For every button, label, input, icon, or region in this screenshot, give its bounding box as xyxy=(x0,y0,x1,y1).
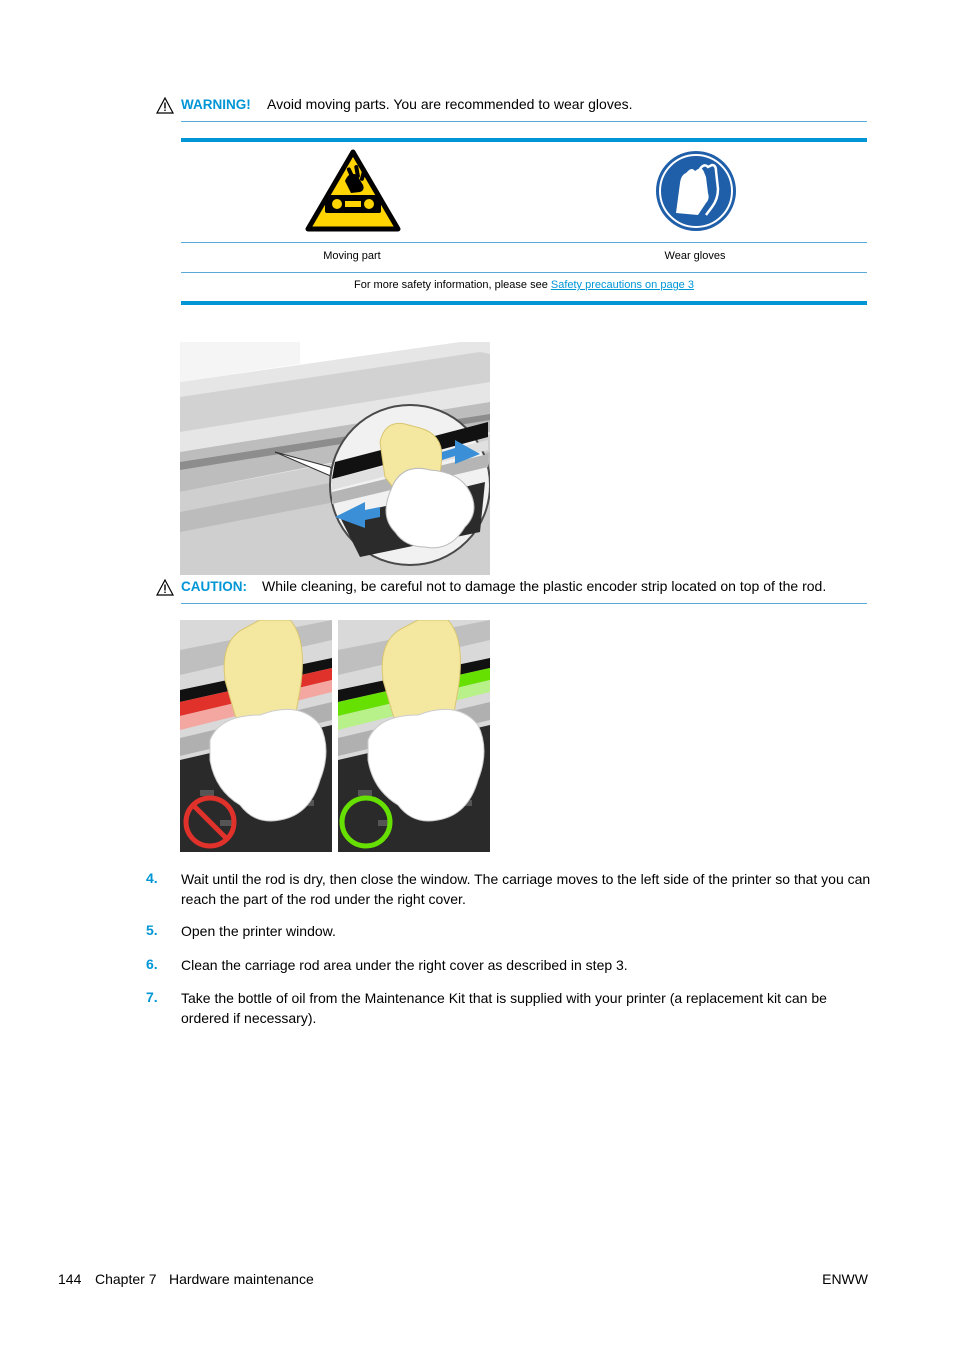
chapter-label: Chapter 7 xyxy=(95,1271,157,1287)
rod-cleaning-illustration xyxy=(180,342,490,575)
step-number: 7. xyxy=(146,989,158,1005)
safety-precautions-link[interactable]: Safety precautions on page 3 xyxy=(550,279,694,291)
wrong-cleaning-illustration xyxy=(180,620,332,852)
correct-cleaning-illustration xyxy=(338,620,490,852)
caution-notice xyxy=(156,578,876,598)
page-footer xyxy=(58,1271,868,1291)
footer-right-label: ENWW xyxy=(822,1271,868,1287)
safety-info-prefix: For more safety information, please see xyxy=(354,279,551,291)
warning-label: WARNING! xyxy=(181,97,251,112)
table-row-divider xyxy=(181,272,867,273)
table-row-divider xyxy=(181,242,867,243)
moving-part-caption: Moving part xyxy=(323,250,381,262)
step-number: 5. xyxy=(146,922,158,938)
section-title: Hardware maintenance xyxy=(169,1271,314,1287)
warning-notice xyxy=(156,96,876,116)
step-number: 4. xyxy=(146,870,158,886)
safety-info-note xyxy=(181,279,867,291)
warning-triangle-icon xyxy=(156,97,174,114)
caution-text: While cleaning, be careful not to damage the plastic encoder strip located on top of the rod. xyxy=(262,578,827,594)
caution-label: CAUTION: xyxy=(181,579,247,594)
step-text: Open the printer window. xyxy=(181,923,336,939)
wear-gloves-icon xyxy=(654,149,738,233)
page-number: 144 xyxy=(58,1271,82,1287)
step-text: Wait until the rod is dry, then close the window. The carriage moves to the left side of the printer so that you can reach the part of the rod under the right cover. xyxy=(181,871,871,907)
step-text: Take the bottle of oil from the Maintenance Kit that is supplied with your printer (a replacement kit can be ordered if necessary). xyxy=(181,990,827,1026)
table-bottom-rule xyxy=(181,301,867,305)
warning-divider xyxy=(181,121,867,122)
table-top-rule xyxy=(181,138,867,142)
wear-gloves-caption: Wear gloves xyxy=(664,250,726,262)
caution-triangle-icon xyxy=(156,579,174,596)
warning-text: Avoid moving parts. You are recommended to wear gloves. xyxy=(267,96,633,112)
step-number: 6. xyxy=(146,956,158,972)
step-text: Clean the carriage rod area under the right cover as described in step 3. xyxy=(181,957,628,973)
moving-part-hazard-icon xyxy=(305,149,401,233)
caution-divider xyxy=(181,603,867,604)
